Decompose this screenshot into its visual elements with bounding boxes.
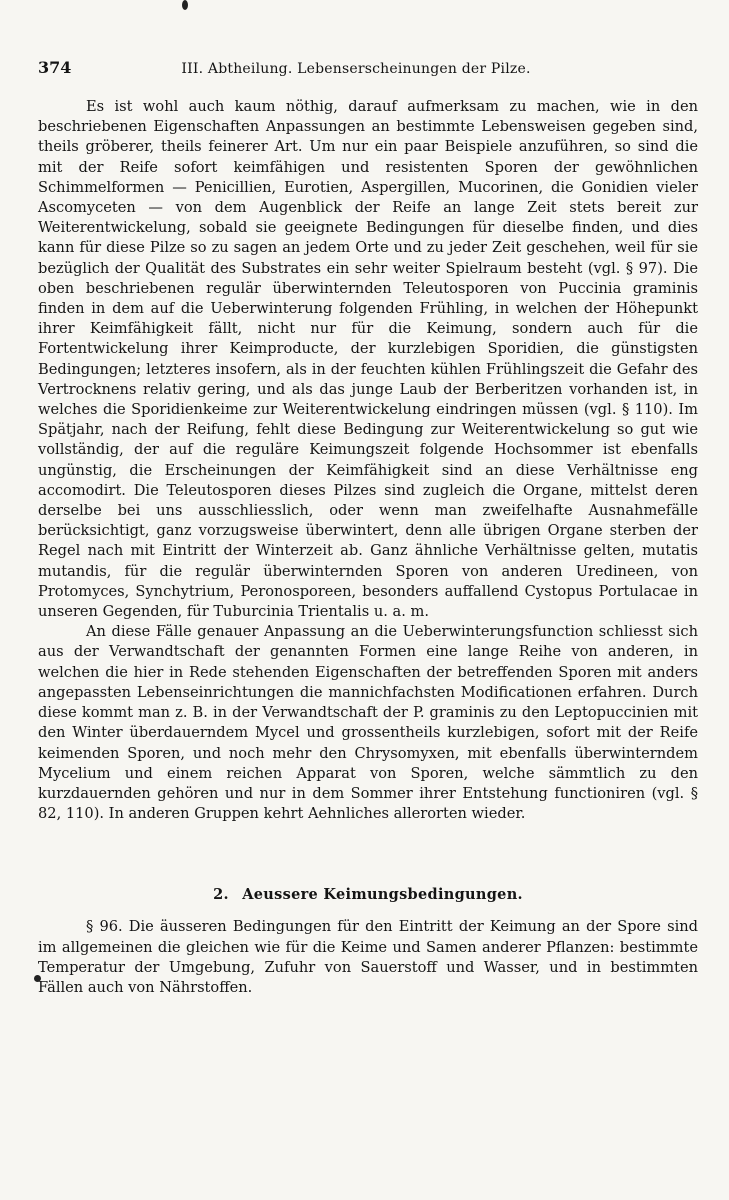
ink-spot	[182, 0, 188, 10]
section-number: 2.	[213, 886, 229, 904]
book-page	[38, 58, 698, 998]
running-title: III. Abtheilung. Lebenserscheinungen der Pilze.	[181, 61, 531, 77]
section-title: Aeussere Keimungsbedingungen.	[242, 886, 523, 904]
page-header	[38, 58, 698, 77]
section-paragraph-1: § 96. Die äusseren Bedingungen für den Eintritt der Keimung an der Spore sind im allgemeinen die gleichen wie für die Keime und Samen anderer Pflanzen: bestimmte Temperatur der Umgebung, Zufuhr von Sauerstoff und Wasser, und in bestimmten Fällen auch von Nährstoffen.	[38, 918, 698, 996]
paragraph-2: An diese Fälle genauer Anpassung an die Ueberwinterungsfunction schliesst sich aus der Verwandtschaft der genannten Formen eine lange Reihe von anderen, in welchen die hier in Rede stehenden Eigenschaften der betreffenden Sporen mit anders angepassten Lebenseinrichtungen die mannichfachsten Modificationen erfahren. Durch diese kommt man z. B. in der Verwandtschaft der P. graminis zu den Leptopuccinien mit den Winter überdauerndem Mycel und grossentheils kurzlebigen, sofort mit der Reife keimenden Sporen, und noch mehr den Chrysomyxen, mit ebenfalls überwinterndem Mycelium und einem reichen Apparat von Sporen, welche sämmtlich zu den kurzdauernden gehören und nur in dem Sommer ihrer Entstehung functioniren (vgl. § 82, 110). In anderen Gruppen kehrt Aehnliches allerorten wieder.	[38, 623, 698, 823]
page-number: 374	[38, 58, 72, 77]
section-heading	[38, 886, 698, 903]
paragraph-1: Es ist wohl auch kaum nöthig, darauf aufmerksam zu machen, wie in den beschriebenen Eigenschaften Anpassungen an bestimmte Lebensweisen gegeben sind, theils gröberer, theils feinerer Art. Um nur ein paar Beispiele anzuführen, so sind die mit der Reife sofort keimfähigen und resistenten Sporen der gewöhnlichen Schimmelformen — Penicillien, Eurotien, Aspergillen, Mucorinen, die Gonidien vieler Ascomyceten — von dem Augenblick der Reife an lange Zeit stets bereit zur Weiterentwickelung, sobald sie geeignete Bedingungen für dieselbe finden, und dies kann für diese Pilze so zu sagen an jedem Orte und zu jeder Zeit geschehen, weil für sie bezüglich der Qualität des Substrates ein sehr weiter Spielraum besteht (vgl. § 97). Die oben beschriebenen regulär überwinternden Teleutosporen von Puccinia graminis finden in dem auf die Ueberwinterung folgenden Frühling, in welchen der Höhepunkt ihrer Keimfähigkeit fällt, nicht nur für die Keimung, sondern auch für die Fortentwickelung ihrer Keimproducte, der kurzlebigen Sporidien, die günstigsten Bedingungen; letzteres insofern, als in der feuchten kühlen Frühlingszeit die Gefahr des Vertrocknens relativ gering, und als das junge Laub der Berberitzen vorhanden ist, in welches die Sporidienkeime zur Weiterentwickelung eindringen müssen (vgl. § 110). Im Spätjahr, nach der Reifung, fehlt diese Bedingung zur Weiterentwickelung so gut wie vollständig, der auf die reguläre Keimungszeit folgende Hochsommer ist ebenfalls ungünstig, die Erscheinungen der Keimfähigkeit sind an diese Verhältnisse eng accomodirt. Die Teleutosporen dieses Pilzes sind zugleich die Organe, mittelst deren derselbe bei uns ausschliesslich, oder wenn man zweifelhafte Ausnahmefälle berücksichtigt, ganz vorzugsweise überwintert, denn alle übrigen Organe sterben der Regel nach mit Eintritt der Winterzeit ab. Ganz ähnliche Verhältnisse gelten, mutatis mutandis, für die regulär überwinternden Sporen von anderen Uredineen, von Protomyces, Synchytrium, Peronosporeen, besonders auffallend Cystopus Portulacae in unseren Gegenden, für Tuburcinia Trientalis u. a. m.	[38, 98, 698, 621]
